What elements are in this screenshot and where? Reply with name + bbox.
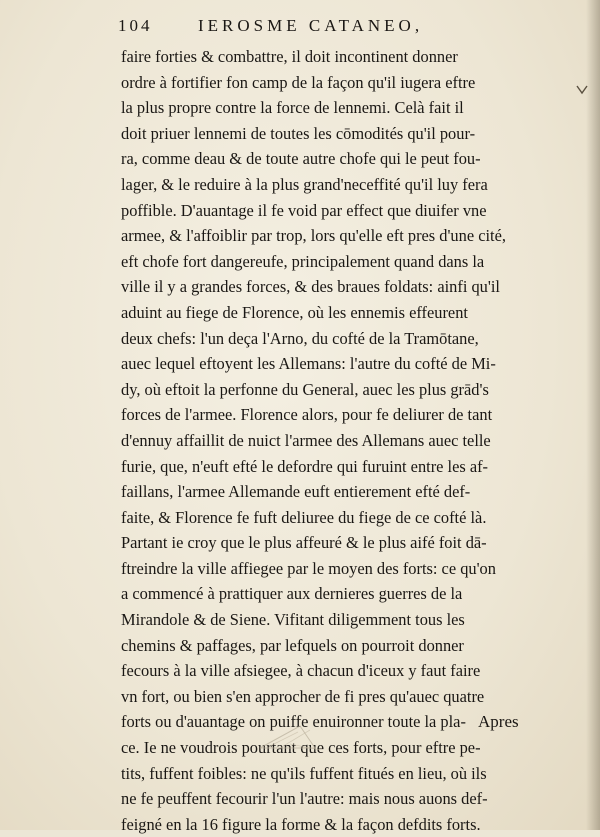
page-gutter-shadow — [586, 0, 600, 830]
ink-smudge-mark — [240, 718, 380, 758]
text-line: ne fe peuffent fecourir l'un l'autre: mais nous auons def- — [121, 789, 488, 809]
text-line: furie, que, n'euft efté le defordre qui furuint entre les af- — [121, 456, 489, 476]
text-line: deux chefs: l'un deça l'Arno, du cofté de la Tramōtane, — [121, 328, 479, 348]
text-line: eft chofe fort dangereufe, principalement quand dans la — [121, 251, 485, 271]
text-line: doit priuer lennemi de toutes les cōmodités qu'il pour- — [121, 123, 476, 143]
text-line: faillans, l'armee Allemande euft entierement efté def- — [121, 482, 471, 502]
margin-arrow-mark — [575, 84, 589, 96]
text-line: d'ennuy affaillit de nuict l'armee des Allemans auec telle — [121, 430, 491, 450]
text-line: aduint au fiege de Florence, où les ennemis effeurent — [121, 302, 468, 322]
text-line: faite, & Florence fe fuft deliuree du fiege de ce cofté là. — [121, 507, 487, 527]
text-line: Partant ie croy que le plus affeuré & le plus aifé foit dā- — [121, 533, 487, 553]
text-line: la plus propre contre la force de lennemi. Celà fait il — [121, 98, 464, 118]
text-line: armee, & l'affoiblir par trop, lors qu'elle eft pres d'une cité, — [121, 226, 506, 246]
text-line: fecours à la ville afsiegee, à chacun d'iceux y faut faire — [121, 661, 481, 681]
text-line: lager, & le reduire à la plus grand'neceffité qu'il luy fera — [121, 174, 488, 194]
text-line: tits, fuffent foibles: ne qu'ils fuffent fitués en lieu, où ils — [121, 763, 487, 783]
text-line: ordre à fortifier fon camp de la façon qu'il iugera eftre — [121, 72, 476, 92]
text-line: feigné en la 16 figure la forme & la façon defdits forts. — [121, 814, 481, 834]
text-line: auec lequel eftoyent les Allemans: l'autre du cofté de Mi- — [121, 354, 496, 374]
text-line: Mirandole & de Siene. Vifitant diligemment tous les — [121, 610, 465, 630]
running-title: IEROSME CATANEO, — [198, 16, 424, 35]
running-head — [110, 14, 580, 40]
text-line: poffible. D'auantage il fe void par effect que diuifer vne — [121, 200, 487, 220]
text-line: forts ou d'auantage on puiffe enuironner toute la pla- — [121, 712, 466, 732]
text-line: ra, comme deau & de toute autre chofe qui le peut fou- — [121, 149, 481, 169]
text-line: ville il y a grandes forces, & des braues foldats: ainfi qu'il — [121, 277, 500, 297]
text-line: dy, où eftoit la perfonne du General, auec les plus grād's — [121, 379, 489, 399]
text-line: faire forties & combattre, il doit incontinent donner — [121, 47, 458, 66]
text-line: ftreindre la ville affiegee par le moyen des forts: ce qu'on — [121, 558, 496, 578]
page-number: 104 — [118, 16, 153, 35]
text-line: forces de l'armee. Florence alors, pour fe deliurer de tant — [121, 405, 493, 425]
text-line: chemins & paffages, par lefquels on pourroit donner — [121, 635, 464, 655]
text-line: vn fort, ou bien s'en approcher de fi pres qu'auec quatre — [121, 686, 485, 706]
text-line: a commencé à prattiquer aux dernieres guerres de la — [121, 584, 463, 604]
catchword: Apres — [478, 712, 519, 731]
text-line: ce. Ie ne voudrois pourtant que ces forts, pour eftre pe- — [121, 738, 481, 758]
